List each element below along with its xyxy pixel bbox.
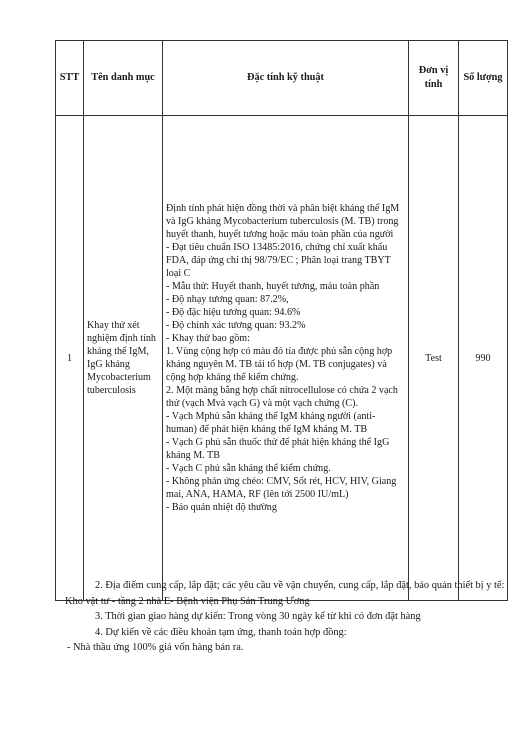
header-quantity: Số lượng: [459, 41, 508, 116]
note-payment-terms: 4. Dự kiến về các điều khoản tạm ứng, thanh toán hợp đồng:: [95, 626, 347, 638]
spec-line: - Đạt tiêu chuẩn ISO 13485:2016, chứng chỉ xuất khẩu FDA, đáp ứng chỉ thị 98/79/EC ; Phân loại trang TBYT loại C: [166, 242, 391, 279]
row-quantity: 990: [459, 116, 508, 601]
spec-line: - Khay thử bao gồm:: [166, 333, 250, 344]
spec-line: 2. Một màng bằng hợp chất nitrocellulose có chứa 2 vạch thử (vạch Mvà vạch G) và một vạch chứng (C).: [166, 385, 398, 409]
header-technical-spec: Đặc tính kỹ thuật: [163, 41, 409, 116]
procurement-spec-table: [55, 40, 508, 601]
table-header-row: [56, 41, 508, 116]
row-item-name: Khay thử xét nghiệm định tính kháng thể IgM, IgG kháng Mycobacterium tuberculosis: [84, 116, 163, 601]
note-advance-payment: - Nhà thầu ứng 100% giá vốn hàng bán ra.: [67, 642, 244, 653]
note-delivery-time: 3. Thời gian giao hàng dự kiến: Trong vòng 30 ngày kể từ khi có đơn đặt hàng: [95, 611, 421, 622]
spec-line: - Vạch G phủ sẵn thuốc thử để phát hiện kháng thể IgG kháng M. TB: [166, 437, 390, 461]
spec-line: - Độ chính xác tương quan: 93.2%: [166, 320, 306, 331]
header-stt: STT: [56, 41, 84, 116]
spec-line: - Mẫu thử: Huyết thanh, huyết tương, máu toàn phần: [166, 281, 380, 292]
spec-line: - Vạch C phủ sẵn kháng thể kiểm chứng.: [166, 463, 331, 474]
row-unit: Test: [409, 116, 459, 601]
table-row: [56, 116, 508, 601]
header-item-name: Tên danh mục: [84, 41, 163, 116]
spec-line: - Vạch Mphủ sẵn kháng thể IgM kháng người (anti-human) để phát hiện kháng thể IgM kháng M. TB: [166, 411, 376, 435]
spec-line: - Độ nhạy tương quan: 87.2%,: [166, 294, 289, 305]
note-delivery-location: 2. Địa điểm cung cấp, lắp đặt; các yêu cầu về vận chuyển, cung cấp, lắp đặt, bảo quản thiết bị y tế: Kho vật tư - tầng 2 nhà E- Bệnh viện Phụ Sản Trung Ương: [65, 580, 505, 607]
row-stt: 1: [56, 116, 84, 601]
spec-line: 1. Vùng cộng hợp có màu đỏ tía được phủ sẵn cộng hợp kháng nguyên M. TB tái tổ hợp (M. TB conjugates) và cộng hợp kháng thể kiểm chứng.: [166, 346, 393, 383]
row-technical-spec: [163, 116, 409, 601]
document-notes: [65, 578, 505, 656]
spec-line: Định tính phát hiện đồng thời và phân biệt kháng thể IgM và IgG kháng Mycobacterium tuberculosis (M. TB) trong huyết thanh, huyết tương hoặc máu toàn phần của người: [166, 203, 400, 240]
header-unit: Đơn vị tính: [409, 41, 459, 116]
spec-line: - Bảo quản nhiệt độ thường: [166, 502, 277, 513]
spec-line: - Độ đặc hiệu tương quan: 94.6%: [166, 307, 301, 318]
spec-line: - Không phản ứng chéo: CMV, Sốt rét, HCV, HIV, Giang mai, ANA, HAMA, RF (lên tới 2500 IU/mL): [166, 476, 397, 500]
